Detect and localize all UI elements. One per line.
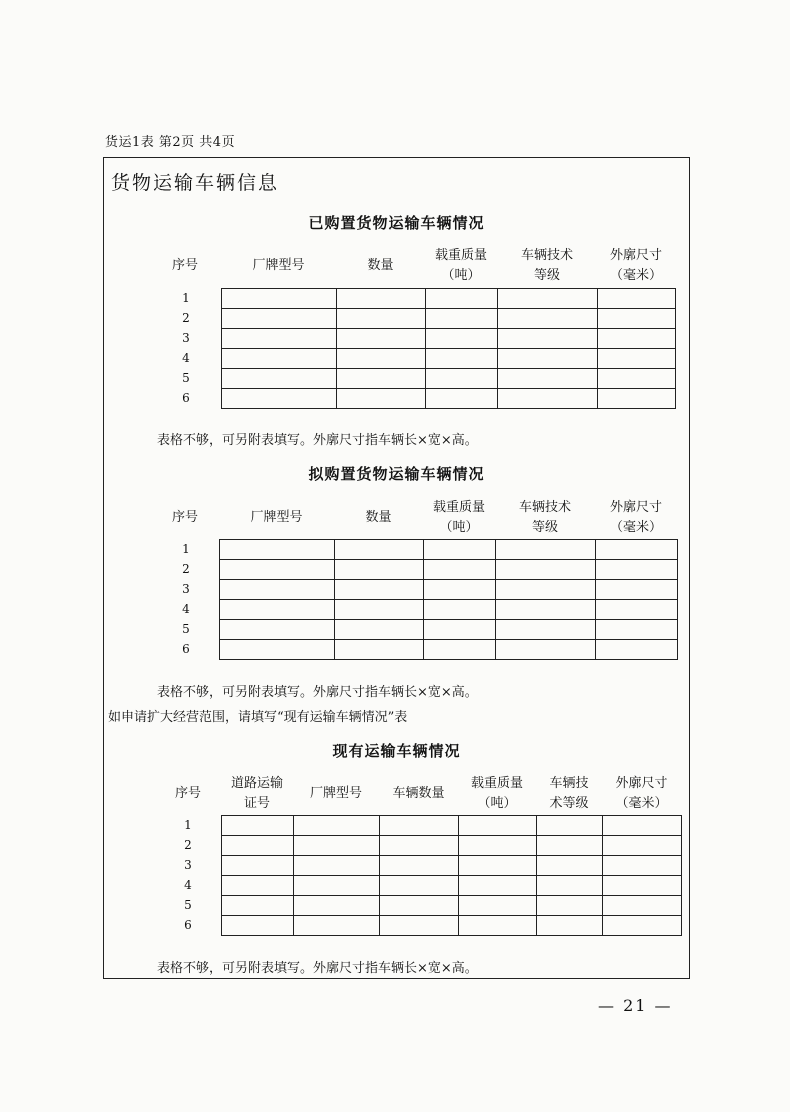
row-number: 5	[184, 898, 192, 912]
cell-brand-model[interactable]	[294, 896, 380, 916]
row-number: 3	[182, 582, 190, 596]
cell-tech-grade[interactable]	[496, 580, 596, 600]
table-row	[222, 369, 676, 389]
cell-load[interactable]	[424, 580, 496, 600]
cell-brand-model[interactable]	[220, 560, 335, 580]
cell-brand-model[interactable]	[294, 916, 380, 936]
cell-load[interactable]	[426, 309, 498, 329]
cell-tech-grade[interactable]	[496, 560, 596, 580]
cell-quantity[interactable]	[335, 580, 424, 600]
cell-load[interactable]	[424, 620, 496, 640]
table-row	[220, 580, 678, 600]
form-reference: 货运1表 第2页 共4页	[105, 135, 236, 150]
row-number: 6	[182, 391, 190, 405]
table-row	[222, 309, 676, 329]
table-row	[222, 856, 682, 876]
cell-brand-model[interactable]	[222, 309, 337, 329]
row-number: 4	[184, 878, 192, 892]
cell-permit-number[interactable]	[222, 896, 294, 916]
header-quantity: 数量	[365, 510, 392, 525]
cell-load[interactable]	[459, 856, 537, 876]
header-brand-model: 厂牌型号	[250, 510, 303, 525]
cell-size[interactable]	[596, 540, 678, 560]
cell-load[interactable]	[459, 816, 537, 836]
row-number: 3	[184, 858, 192, 872]
cell-size[interactable]	[596, 600, 678, 620]
cell-quantity[interactable]	[337, 329, 426, 349]
table-row	[222, 389, 676, 409]
header-size-line2: （毫米）	[615, 796, 668, 811]
cell-vehicle-count[interactable]	[380, 856, 459, 876]
header-size-line1: 外廓尺寸	[609, 248, 662, 263]
cell-brand-model[interactable]	[294, 856, 380, 876]
table-note-purchased: 表格不够，可另附表填写。外廓尺寸指车辆长×宽×高。	[157, 433, 478, 448]
table-row	[222, 349, 676, 369]
header-tech-line2: 等级	[533, 268, 560, 283]
cell-vehicle-count[interactable]	[380, 836, 459, 856]
header-size	[602, 774, 681, 814]
cell-tech-grade[interactable]	[496, 540, 596, 560]
cell-vehicle-count[interactable]	[380, 876, 459, 896]
cell-quantity[interactable]	[337, 309, 426, 329]
table-row	[220, 640, 678, 660]
table-row	[220, 540, 678, 560]
header-size-line2: （毫米）	[609, 268, 662, 283]
table-existing	[221, 815, 682, 936]
header-brand-model: 厂牌型号	[309, 786, 362, 801]
header-tech-line1: 车辆技术	[518, 500, 571, 515]
header-seq: 序号	[171, 258, 198, 273]
header-tech-line2: 等级	[531, 520, 558, 535]
cell-load[interactable]	[459, 896, 537, 916]
cell-tech-grade[interactable]	[537, 896, 603, 916]
cell-quantity[interactable]	[335, 540, 424, 560]
cell-tech-grade[interactable]	[498, 369, 598, 389]
cell-brand-model[interactable]	[222, 329, 337, 349]
cell-brand-model[interactable]	[220, 620, 335, 640]
cell-tech-grade[interactable]	[537, 916, 603, 936]
cell-size[interactable]	[603, 876, 682, 896]
header-permit-number	[221, 774, 293, 814]
page-number: — 21 —	[598, 996, 673, 1015]
header-size-line2: （毫米）	[609, 520, 662, 535]
row-number: 5	[182, 371, 190, 385]
table-note-planned: 表格不够，可另附表填写。外廓尺寸指车辆长×宽×高。	[157, 685, 478, 700]
header-quantity: 数量	[367, 258, 394, 273]
header-permit-line1: 道路运输	[230, 776, 283, 791]
header-size-line1: 外廓尺寸	[609, 500, 662, 515]
expand-scope-note: 如申请扩大经营范围，请填写“现有运输车辆情况”表	[108, 710, 408, 725]
cell-permit-number[interactable]	[222, 836, 294, 856]
cell-tech-grade[interactable]	[496, 600, 596, 620]
table-row	[220, 560, 678, 580]
header-load	[423, 498, 495, 538]
cell-permit-number[interactable]	[222, 856, 294, 876]
cell-vehicle-count[interactable]	[380, 896, 459, 916]
cell-load[interactable]	[424, 640, 496, 660]
cell-load[interactable]	[426, 289, 498, 309]
cell-vehicle-count[interactable]	[380, 916, 459, 936]
frame-title: 货物运输车辆信息	[111, 172, 280, 194]
cell-size[interactable]	[598, 329, 676, 349]
header-size	[597, 246, 675, 286]
header-seq: 序号	[174, 786, 201, 801]
row-number: 2	[182, 311, 190, 325]
cell-load[interactable]	[459, 876, 537, 896]
cell-tech-grade[interactable]	[537, 856, 603, 876]
header-load	[458, 774, 536, 814]
cell-load[interactable]	[424, 600, 496, 620]
cell-quantity[interactable]	[335, 640, 424, 660]
header-tech-grade	[497, 246, 597, 286]
section-title-existing: 现有运输车辆情况	[332, 742, 461, 760]
cell-brand-model[interactable]	[222, 289, 337, 309]
table-row	[222, 916, 682, 936]
header-tech-line1: 车辆技	[549, 776, 589, 791]
cell-brand-model[interactable]	[222, 389, 337, 409]
cell-brand-model[interactable]	[222, 369, 337, 389]
row-number: 5	[182, 622, 190, 636]
cell-load[interactable]	[426, 329, 498, 349]
cell-brand-model[interactable]	[294, 836, 380, 856]
header-tech-grade	[495, 498, 595, 538]
row-number: 4	[182, 351, 190, 365]
table-row	[222, 329, 676, 349]
cell-size[interactable]	[598, 369, 676, 389]
cell-quantity[interactable]	[337, 389, 426, 409]
row-numbers	[176, 288, 196, 408]
cell-load[interactable]	[424, 560, 496, 580]
cell-quantity[interactable]	[337, 289, 426, 309]
cell-load[interactable]	[459, 836, 537, 856]
cell-load[interactable]	[426, 389, 498, 409]
cell-tech-grade[interactable]	[498, 309, 598, 329]
cell-size[interactable]	[603, 896, 682, 916]
header-vehicle-count: 车辆数量	[392, 786, 445, 801]
cell-tech-grade[interactable]	[537, 836, 603, 856]
cell-brand-model[interactable]	[220, 580, 335, 600]
cell-brand-model[interactable]	[220, 640, 335, 660]
cell-tech-grade[interactable]	[498, 329, 598, 349]
cell-tech-grade[interactable]	[496, 620, 596, 640]
header-size	[595, 498, 677, 538]
table-row	[222, 876, 682, 896]
row-number: 4	[182, 602, 190, 616]
table-row	[220, 620, 678, 640]
cell-quantity[interactable]	[335, 600, 424, 620]
table-row	[222, 816, 682, 836]
row-number: 1	[182, 542, 190, 556]
cell-brand-model[interactable]	[294, 816, 380, 836]
header-load-line2: （吨）	[441, 268, 481, 283]
cell-permit-number[interactable]	[222, 876, 294, 896]
cell-size[interactable]	[596, 580, 678, 600]
cell-brand-model[interactable]	[220, 540, 335, 560]
cell-size[interactable]	[596, 620, 678, 640]
cell-size[interactable]	[598, 309, 676, 329]
header-brand-model: 厂牌型号	[252, 258, 305, 273]
cell-load[interactable]	[426, 369, 498, 389]
cell-tech-grade[interactable]	[498, 289, 598, 309]
header-size-line1: 外廓尺寸	[615, 776, 668, 791]
cell-tech-grade[interactable]	[537, 816, 603, 836]
header-load	[425, 246, 497, 286]
cell-quantity[interactable]	[335, 620, 424, 640]
cell-permit-number[interactable]	[222, 916, 294, 936]
section-title-planned: 拟购置货物运输车辆情况	[308, 465, 485, 483]
table-planned	[219, 539, 678, 660]
table-note-existing: 表格不够，可另附表填写。外廓尺寸指车辆长×宽×高。	[157, 961, 478, 976]
table-row	[222, 289, 676, 309]
cell-tech-grade[interactable]	[496, 640, 596, 660]
cell-permit-number[interactable]	[222, 816, 294, 836]
cell-vehicle-count[interactable]	[380, 816, 459, 836]
cell-size[interactable]	[596, 560, 678, 580]
row-number: 2	[184, 838, 192, 852]
cell-size[interactable]	[603, 816, 682, 836]
cell-size[interactable]	[598, 389, 676, 409]
cell-tech-grade[interactable]	[498, 349, 598, 369]
cell-load[interactable]	[426, 349, 498, 369]
cell-tech-grade[interactable]	[498, 389, 598, 409]
cell-tech-grade[interactable]	[537, 876, 603, 896]
header-load-line1: 载重质量	[432, 500, 485, 515]
header-load-line1: 载重质量	[470, 776, 523, 791]
row-numbers	[178, 815, 198, 935]
header-load-line2: （吨）	[439, 520, 479, 535]
row-number: 1	[184, 818, 192, 832]
row-number: 6	[184, 918, 192, 932]
cell-size[interactable]	[596, 640, 678, 660]
cell-size[interactable]	[598, 349, 676, 369]
cell-size[interactable]	[603, 916, 682, 936]
row-number: 1	[182, 291, 190, 305]
header-seq: 序号	[171, 510, 198, 525]
table-row	[220, 600, 678, 620]
header-tech-line2: 术等级	[549, 796, 589, 811]
cell-load[interactable]	[459, 916, 537, 936]
row-number: 6	[182, 642, 190, 656]
cell-quantity[interactable]	[337, 369, 426, 389]
section-title-purchased: 已购置货物运输车辆情况	[308, 214, 485, 232]
table-row	[222, 836, 682, 856]
cell-quantity[interactable]	[337, 349, 426, 369]
cell-brand-model[interactable]	[222, 349, 337, 369]
header-load-line2: （吨）	[477, 796, 517, 811]
header-tech-line1: 车辆技术	[520, 248, 573, 263]
row-number: 3	[182, 331, 190, 345]
cell-load[interactable]	[424, 540, 496, 560]
header-load-line1: 载重质量	[434, 248, 487, 263]
cell-size[interactable]	[598, 289, 676, 309]
cell-brand-model[interactable]	[294, 876, 380, 896]
header-permit-line2: 证号	[243, 796, 270, 811]
table-row	[222, 896, 682, 916]
cell-size[interactable]	[603, 836, 682, 856]
cell-quantity[interactable]	[335, 560, 424, 580]
header-tech-grade	[536, 774, 602, 814]
row-numbers	[176, 539, 196, 659]
cell-brand-model[interactable]	[220, 600, 335, 620]
table-purchased	[221, 288, 676, 409]
cell-size[interactable]	[603, 856, 682, 876]
row-number: 2	[182, 562, 190, 576]
